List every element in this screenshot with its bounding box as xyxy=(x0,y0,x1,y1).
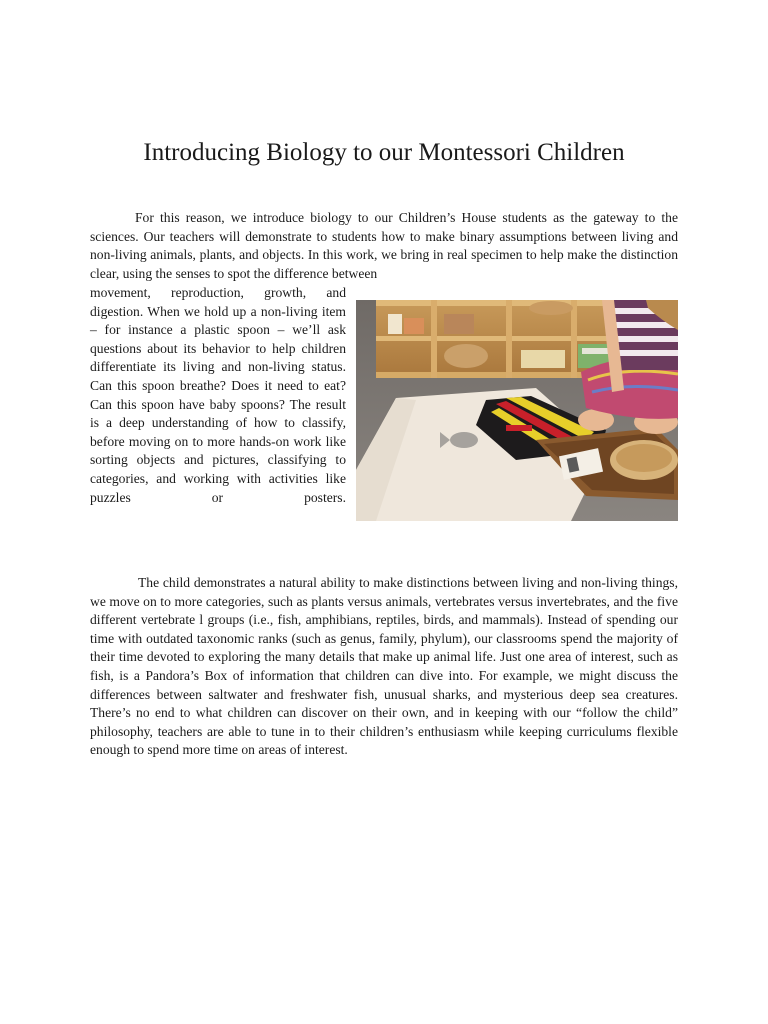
classroom-photo-illustration xyxy=(356,300,678,521)
paragraph-2-text: The child demonstrates a natural ability to make distinctions between living and non-living things, we move on to more categories, such as plants versus animals, vertebrates versus invertebrates, and the five different vertebrate l groups (i.e., fish, amphibians, reptiles, birds, and mammals). Instead of spending our time with outdated taxonomic ranks (such as genus, family, phylum), our classrooms spend the majority of their time devoted to exploring the many details that make up animal life. Just one area of interest, such as fish, is a Pandora’s Box of information that children can dive into. For example, we might discuss the differences between saltwater and freshwater fish, unusual sharks, and mysterious deep sea creatures. There’s no end to what children can discover on their own, and in keeping with our “follow the child” philosophy, teachers are able to tune in to their children’s enthusiasm while keeping curriculums flexible enough to spend more time on areas of interest. xyxy=(90,575,678,758)
classroom-photo xyxy=(356,300,678,521)
paragraph-1-text: For this reason, we introduce biology to our Children’s House students as the gateway to the sciences. Our teachers will demonstrate to students how to make binary assumptions between living and non-living animals, plants, and objects. In this work, we bring in real specimen to help make the distinction clear, using the senses to spot the difference between xyxy=(90,210,678,281)
page-title: Introducing Biology to our Montessori Children xyxy=(143,139,625,166)
paragraph-2 xyxy=(90,574,678,760)
paragraph-1-wrapped-text: movement, reproduction, growth, and digestion. When we hold up a non-living item – for instance a plastic spoon – we’ll ask questions about its behavior to help children differentiate its living and non-living status. Can this spoon breathe? Does it need to eat? Can this spoon have baby spoons? The result is a deep understanding of how to classify, before moving on to more hands-on work like sorting objects and pictures, classifying to categories, and working with activities like puzzles or posters. xyxy=(90,285,346,505)
paragraph-1-intro xyxy=(90,209,678,283)
